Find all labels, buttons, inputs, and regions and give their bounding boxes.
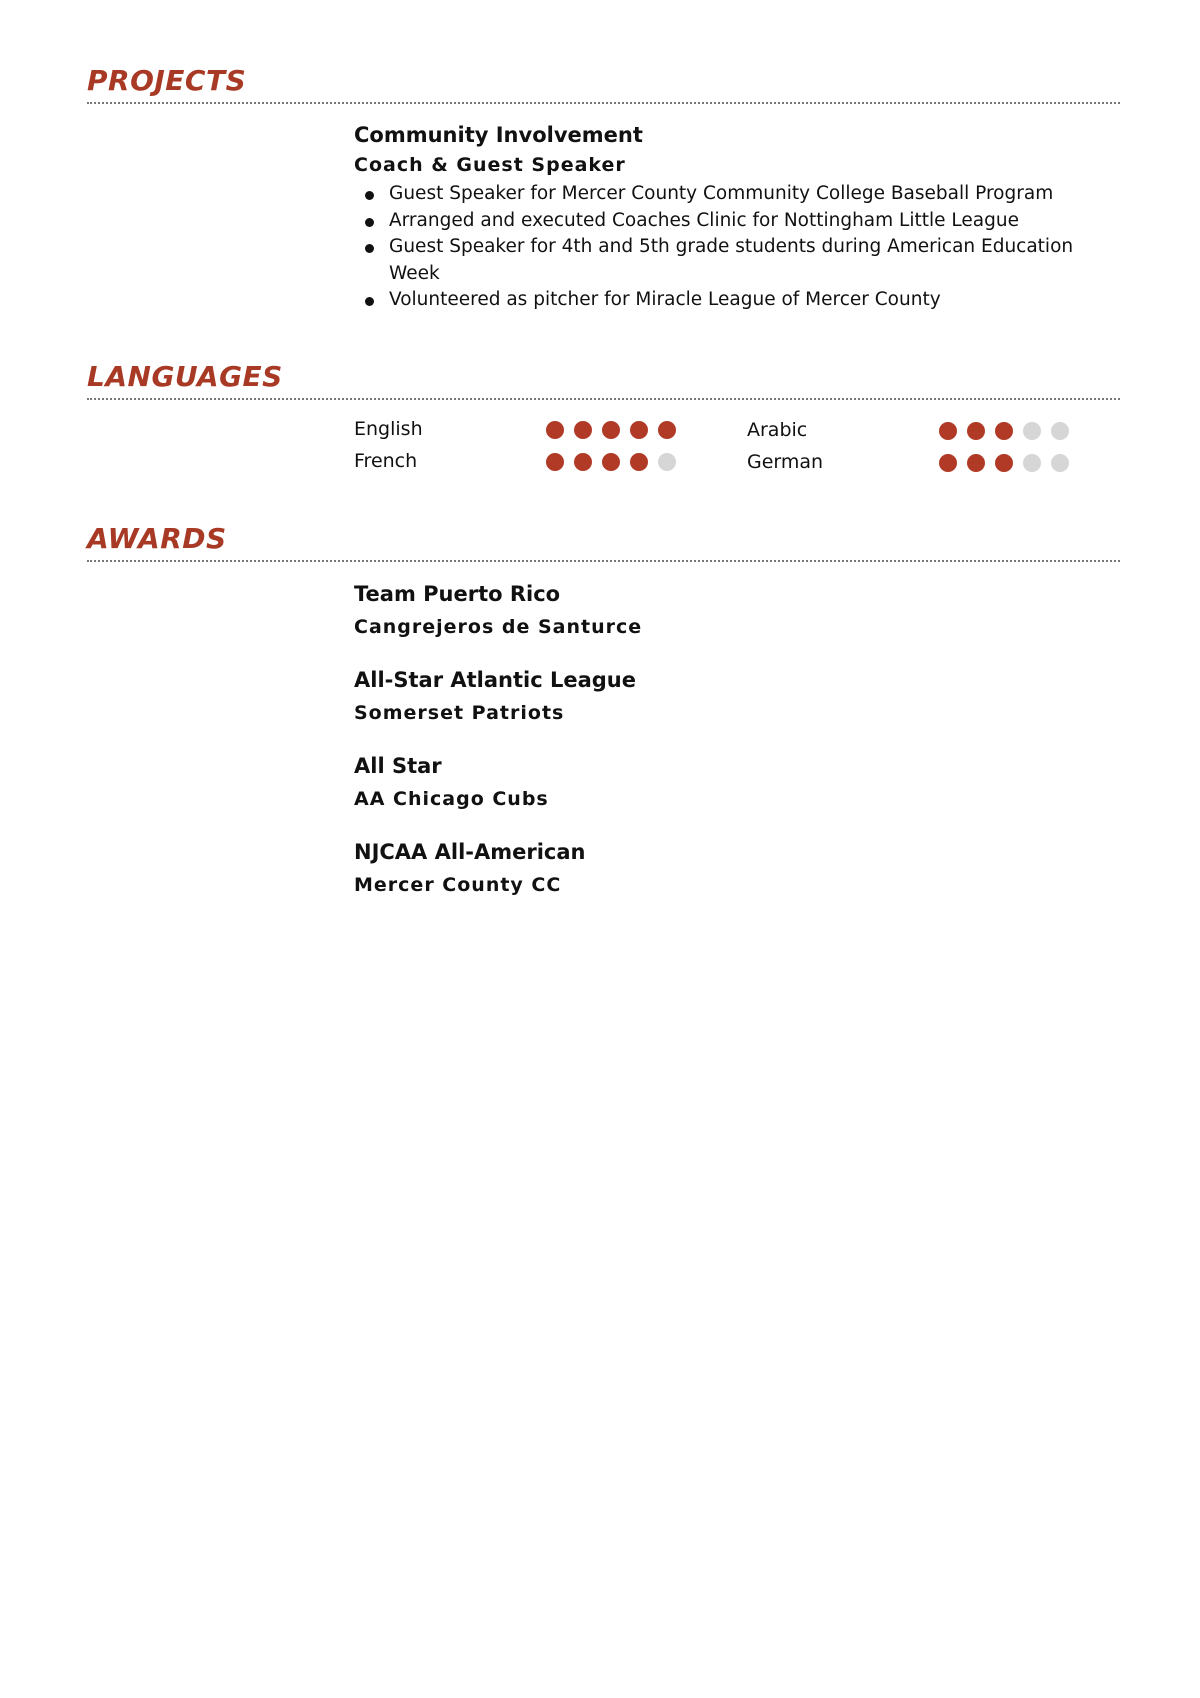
rating-dot-filled-icon	[630, 421, 648, 439]
bullet-icon	[365, 297, 374, 306]
bullet-text: Volunteered as pitcher for Miracle League of Mercer County	[389, 289, 941, 310]
awards-heading: AWARDS	[87, 522, 227, 555]
rating-dot-empty-icon	[1023, 454, 1041, 472]
award-title: Team Puerto Rico	[354, 582, 561, 606]
language-rating	[939, 422, 1079, 440]
languages-divider	[87, 398, 1120, 400]
award-title: All Star	[354, 754, 442, 778]
award-title: All-Star Atlantic League	[354, 668, 636, 692]
language-rating	[546, 453, 686, 471]
award-item	[354, 666, 1120, 727]
language-rating	[939, 454, 1079, 472]
list-item	[354, 181, 1120, 208]
bullet-text: Guest Speaker for Mercer County Community College Baseball Program	[389, 183, 1054, 204]
projects-content	[354, 121, 1120, 314]
languages-section	[87, 360, 1120, 484]
language-name: Arabic	[747, 419, 808, 441]
rating-dot-filled-icon	[574, 453, 592, 471]
rating-dot-filled-icon	[630, 453, 648, 471]
language-arabic	[747, 415, 1077, 445]
award-subtitle: AA Chicago Cubs	[354, 788, 549, 810]
bullet-icon	[365, 191, 374, 200]
awards-divider	[87, 560, 1120, 562]
language-name: German	[747, 451, 824, 473]
award-item	[354, 838, 1120, 899]
project-title: Community Involvement	[354, 123, 643, 147]
language-name: French	[354, 450, 418, 472]
project-bullet-list	[354, 181, 1120, 314]
award-item	[354, 580, 1120, 641]
award-subtitle: Mercer County CC	[354, 874, 562, 896]
rating-dot-filled-icon	[967, 454, 985, 472]
awards-section	[87, 522, 1120, 924]
bullet-text: Arranged and executed Coaches Clinic for Nottingham Little League	[389, 209, 1019, 231]
language-english	[354, 414, 684, 444]
list-item	[354, 287, 1120, 314]
bullet-text: Guest Speaker for 4th and 5th grade students during American Education Week	[389, 236, 1074, 284]
language-name: English	[354, 418, 423, 440]
languages-grid	[354, 414, 1120, 484]
language-french	[354, 446, 684, 476]
language-rating	[546, 421, 686, 439]
projects-divider	[87, 102, 1120, 104]
rating-dot-filled-icon	[939, 454, 957, 472]
rating-dot-filled-icon	[602, 421, 620, 439]
rating-dot-filled-icon	[546, 421, 564, 439]
award-item	[354, 752, 1120, 813]
rating-dot-filled-icon	[658, 421, 676, 439]
award-subtitle: Cangrejeros de Santurce	[354, 616, 643, 638]
award-subtitle: Somerset Patriots	[354, 702, 565, 724]
bullet-icon	[365, 244, 374, 253]
rating-dot-empty-icon	[1023, 422, 1041, 440]
rating-dot-filled-icon	[574, 421, 592, 439]
list-item	[354, 234, 1120, 287]
list-item	[354, 208, 1120, 235]
awards-content	[354, 580, 1120, 899]
bullet-icon	[365, 218, 374, 227]
award-title: NJCAA All-American	[354, 840, 586, 864]
rating-dot-filled-icon	[995, 422, 1013, 440]
rating-dot-filled-icon	[967, 422, 985, 440]
rating-dot-filled-icon	[995, 454, 1013, 472]
project-subtitle: Coach & Guest Speaker	[354, 154, 626, 176]
language-german	[747, 447, 1077, 477]
projects-heading: PROJECTS	[87, 64, 247, 97]
rating-dot-empty-icon	[1051, 454, 1069, 472]
rating-dot-empty-icon	[658, 453, 676, 471]
rating-dot-filled-icon	[546, 453, 564, 471]
languages-heading: LANGUAGES	[87, 360, 283, 393]
rating-dot-filled-icon	[939, 422, 957, 440]
projects-section	[87, 64, 1120, 314]
rating-dot-empty-icon	[1051, 422, 1069, 440]
rating-dot-filled-icon	[602, 453, 620, 471]
